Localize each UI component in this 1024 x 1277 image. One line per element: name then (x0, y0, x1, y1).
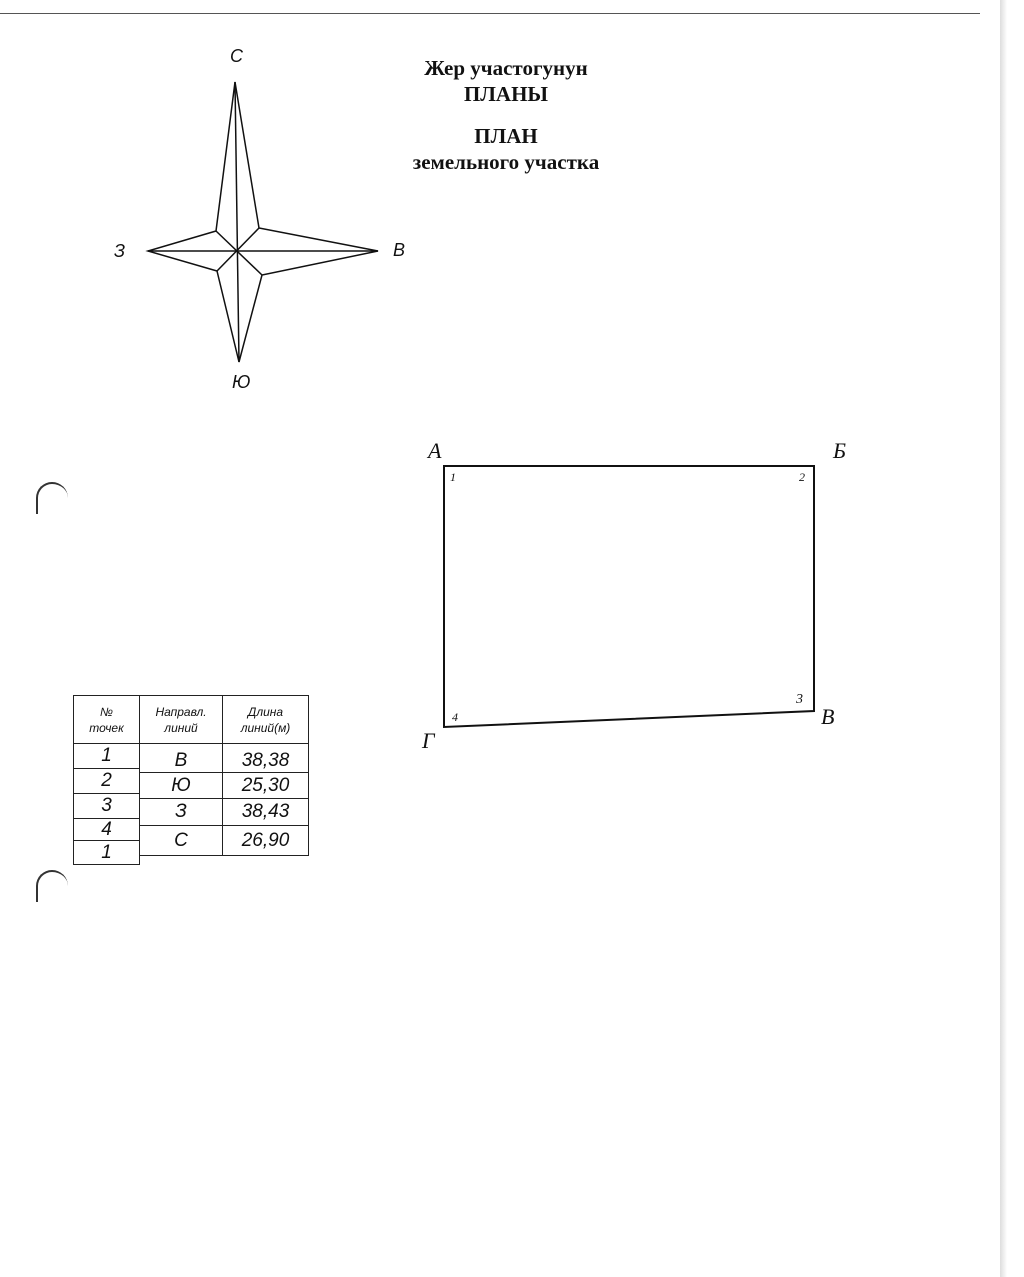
point-cell: 1 (73, 743, 140, 769)
compass-south-label: Ю (232, 372, 251, 392)
header-points: № точек (73, 695, 140, 744)
corner-number-1: 1 (450, 470, 456, 484)
length-cell: 26,90 (222, 825, 309, 856)
corner-letter-v: В (821, 704, 835, 729)
hole-punch-mark (36, 870, 68, 902)
direction-cell: С (139, 825, 223, 856)
title-kg-line1: Жер участогунун (424, 56, 588, 80)
corner-number-4: 4 (452, 710, 458, 724)
direction-cell: В (139, 743, 223, 773)
direction-cell: З (139, 798, 223, 826)
length-cell: 38,43 (222, 798, 309, 826)
corner-number-2: 2 (799, 470, 805, 484)
compass-north-label: С (230, 46, 243, 66)
point-cell: 4 (73, 818, 140, 841)
corner-number-3: 3 (796, 692, 803, 707)
title-ru-line2: земельного участка (412, 150, 600, 174)
point-cell: 3 (73, 793, 140, 819)
corner-letter-a: А (428, 438, 442, 463)
title-kg-line2: ПЛАНЫ (463, 82, 549, 106)
header-direction: Направл. линий (139, 695, 223, 744)
corner-letter-b: Б (833, 438, 846, 463)
point-cell: 2 (73, 768, 140, 794)
title-ru-line1: ПЛАН (474, 124, 538, 148)
compass-east-label: В (393, 240, 406, 260)
corner-letter-g: Г (422, 728, 435, 753)
direction-cell: Ю (139, 772, 223, 799)
point-cell: 1 (73, 840, 140, 865)
length-cell: 25,30 (222, 772, 309, 799)
scan-right-edge (1000, 0, 1024, 1277)
length-cell: 38,38 (222, 743, 309, 773)
compass-west-label: З (114, 241, 126, 261)
header-length: Длина линий(м) (222, 695, 309, 744)
